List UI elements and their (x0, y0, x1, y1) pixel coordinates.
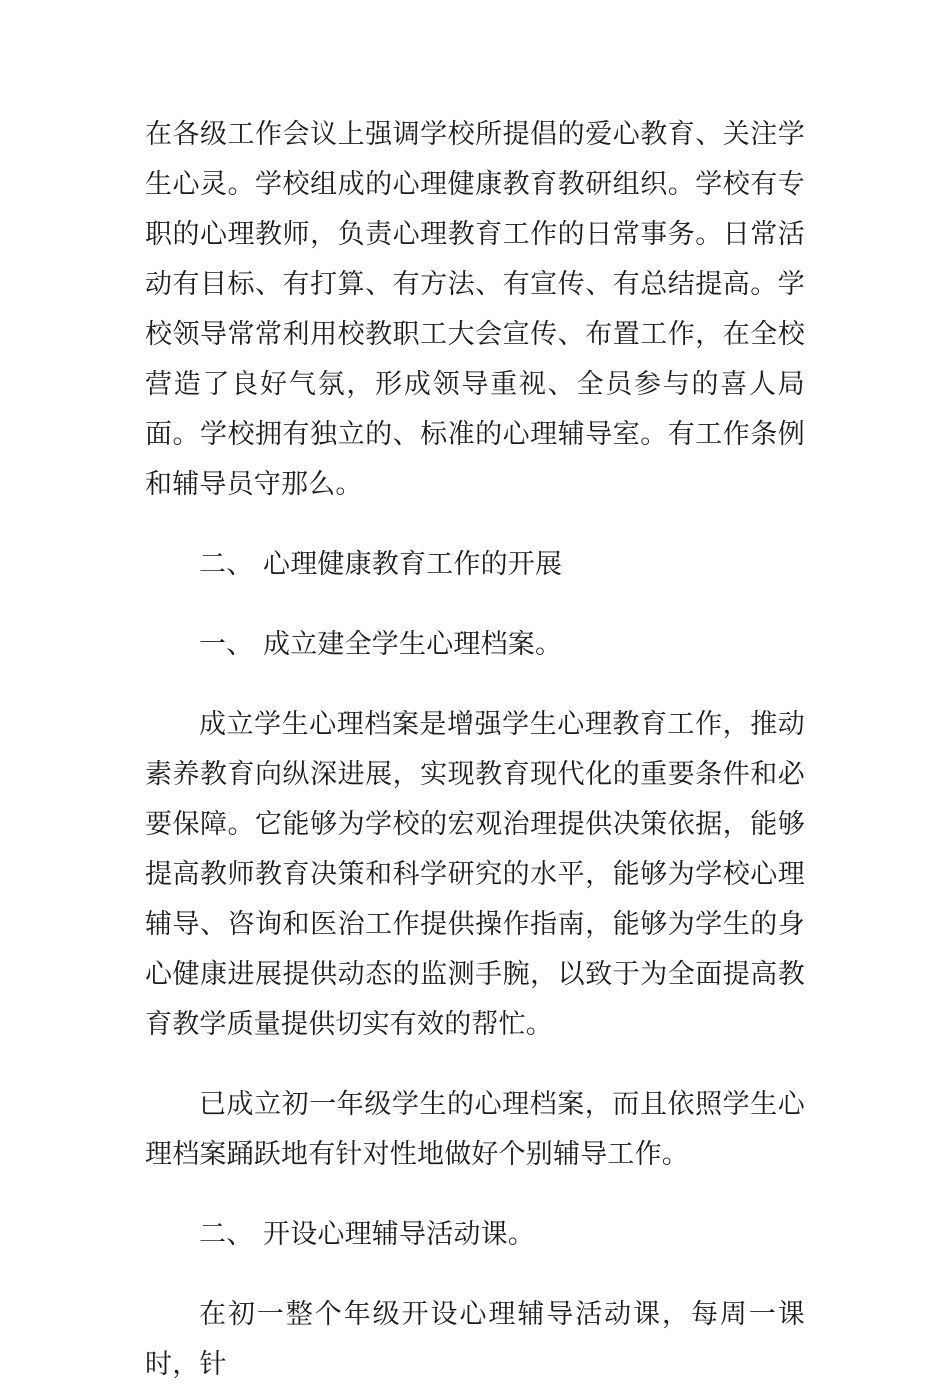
section-heading-development (145, 540, 805, 590)
document-page (145, 110, 805, 1390)
subsection-heading-course (145, 1210, 805, 1260)
paragraph-archive-purpose: 成立学生心理档案是增强学生心理教育工作，推动素养教育向纵深进展，实现教育现代化的重要条件和必要保障。它能够为学校的宏观治理提供决策依据，能够提高教师教育决策和科学研究的水平，能够为学校心理辅导、咨询和医治工作提供操作指南，能够为学生的身心健康进展提供动态的监测手腕，以致于为全面提高教育教学质量提供切实有效的帮忙。 (145, 709, 805, 1040)
paragraph-course: 在初一整个年级开设心理辅导活动课，每周一课时，针 (145, 1299, 805, 1380)
subsection-heading-archive (145, 620, 805, 670)
paragraph-archive-status: 已成立初一年级学生的心理档案，而且依照学生心理档案踊跃地有针对性地做好个别辅导工作。 (145, 1089, 805, 1170)
subsection-number: 二、 (199, 1219, 254, 1250)
subsection-title: 开设心理辅导活动课。 (263, 1219, 535, 1250)
subsection-title: 成立建全学生心理档案。 (263, 629, 563, 660)
section-number: 二、 (199, 549, 254, 580)
paragraph-intro: 在各级工作会议上强调学校所提倡的爱心教育、关注学生心灵。学校组成的心理健康教育教研组织。学校有专职的心理教师，负责心理教育工作的日常事务。日常活动有目标、有打算、有方法、有宣传、有总结提高。学校领导常常利用校教职工大会宣传、布置工作，在全校营造了良好气氛，形成领导重视、全员参与的喜人局面。学校拥有独立的、标准的心理辅导室。有工作条例和辅导员守那么。 (145, 119, 805, 500)
section-title: 心理健康教育工作的开展 (263, 549, 563, 580)
subsection-number: 一、 (199, 629, 254, 660)
